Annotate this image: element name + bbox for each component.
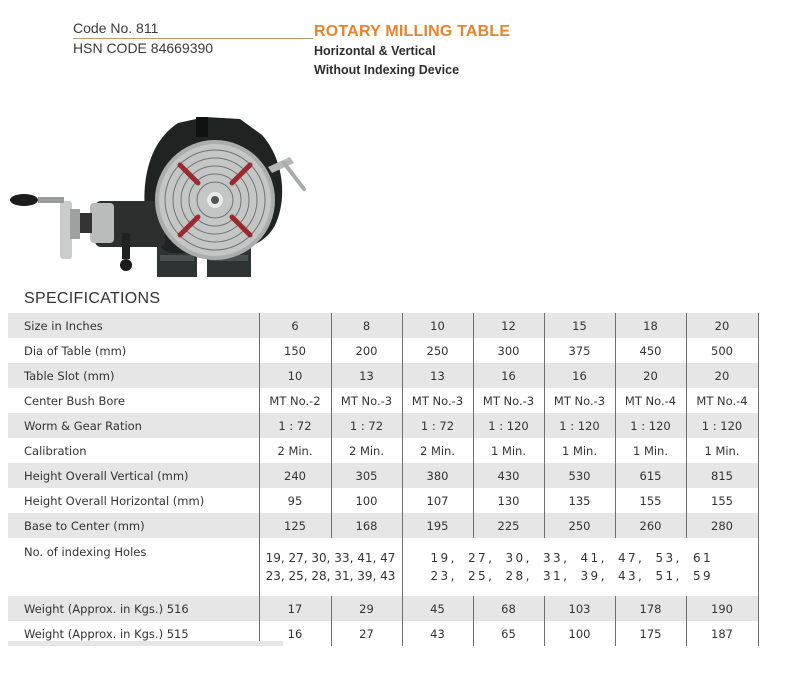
table-cell: 250 <box>544 513 615 538</box>
table-cell: 45 <box>402 596 473 621</box>
table-cell: 12 <box>473 313 544 338</box>
table-row <box>8 413 758 438</box>
table-cell: 18 <box>615 313 686 338</box>
table-cell: 1 : 72 <box>402 413 473 438</box>
table-row <box>8 463 758 488</box>
rotary-milling-table-image <box>0 105 320 285</box>
table-cell: 107 <box>402 488 473 513</box>
table-cell: 1 Min. <box>686 438 758 463</box>
table-row <box>8 313 758 338</box>
table-cell: 815 <box>686 463 758 488</box>
table-cell: MT No.-4 <box>615 388 686 413</box>
table-cell: 95 <box>259 488 331 513</box>
table-cell: MT No.-3 <box>473 388 544 413</box>
table-cell: 13 <box>331 363 402 388</box>
table-cell: 16 <box>259 621 331 646</box>
table-cell: MT No.-3 <box>331 388 402 413</box>
table-cell: 20 <box>686 363 758 388</box>
row-label: Weight (Approx. in Kgs.) 516 <box>8 596 259 621</box>
table-cell: 1 : 72 <box>259 413 331 438</box>
title-block <box>314 22 510 80</box>
code-block <box>73 20 313 57</box>
table-cell: 125 <box>259 513 331 538</box>
table-cell: 17 <box>259 596 331 621</box>
center-bore <box>211 196 219 204</box>
table-cell: 130 <box>473 488 544 513</box>
table-cell: 6 <box>259 313 331 338</box>
table-cell: 1 : 120 <box>615 413 686 438</box>
table-row <box>8 338 758 363</box>
table-cell: 200 <box>331 338 402 363</box>
table-row <box>8 388 758 413</box>
row-label: Height Overall Horizontal (mm) <box>8 488 259 513</box>
table-cell: 168 <box>331 513 402 538</box>
crank-arm <box>38 197 64 203</box>
table-cell: 16 <box>544 363 615 388</box>
table-cell: 68 <box>473 596 544 621</box>
table-cell: 1 Min. <box>544 438 615 463</box>
worm-shaft <box>80 213 92 233</box>
row-label: Dia of Table (mm) <box>8 338 259 363</box>
lock-lever <box>122 233 130 259</box>
row-label: Calibration <box>8 438 259 463</box>
indexing-holes-large-line1: 19, 27, 30, 33, 41, 47, 53, 61 <box>430 551 714 565</box>
table-cell: 10 <box>402 313 473 338</box>
table-cell: 225 <box>473 513 544 538</box>
product-subtitle-2: Without Indexing Device <box>314 63 460 77</box>
table-row-indexing-holes <box>8 538 758 596</box>
table-cell: 1 : 120 <box>473 413 544 438</box>
specifications-table <box>8 313 759 646</box>
table-cell: 16 <box>473 363 544 388</box>
table-cell: 280 <box>686 513 758 538</box>
table-cell: 1 : 120 <box>686 413 758 438</box>
base-slot-left <box>160 255 194 261</box>
indexing-holes-large-line2: 23, 25, 28, 31, 39, 43, 51, 59 <box>430 569 714 583</box>
table-row <box>8 596 758 621</box>
top-slot <box>196 117 208 137</box>
table-cell: 305 <box>331 463 402 488</box>
specifications-heading: SPECIFICATIONS <box>24 290 161 307</box>
table-cell: 1 Min. <box>615 438 686 463</box>
indexing-holes-small <box>259 538 402 596</box>
indexing-holes-large <box>402 538 758 596</box>
indexing-holes-small-line1: 19, 27, 30, 33, 41, 47 <box>265 551 396 565</box>
table-cell: 250 <box>402 338 473 363</box>
table-cell: 175 <box>615 621 686 646</box>
table-bottom-strip <box>8 641 283 646</box>
table-cell: 178 <box>615 596 686 621</box>
table-cell: 430 <box>473 463 544 488</box>
table-cell: 260 <box>615 513 686 538</box>
table-cell: 500 <box>686 338 758 363</box>
table-cell: 13 <box>402 363 473 388</box>
table-cell: 1 Min. <box>473 438 544 463</box>
row-label: Base to Center (mm) <box>8 513 259 538</box>
table-cell: 450 <box>615 338 686 363</box>
table-cell: 187 <box>686 621 758 646</box>
table-cell: 615 <box>615 463 686 488</box>
table-cell: MT No.-3 <box>544 388 615 413</box>
row-label: No. of indexing Holes <box>8 538 259 596</box>
table-cell: MT No.-2 <box>259 388 331 413</box>
table-cell: 103 <box>544 596 615 621</box>
table-cell: 100 <box>331 488 402 513</box>
lock-knob <box>120 259 132 271</box>
table-cell: 29 <box>331 596 402 621</box>
table-cell: 20 <box>615 363 686 388</box>
table-cell: 240 <box>259 463 331 488</box>
table-cell: 300 <box>473 338 544 363</box>
table-cell: 2 Min. <box>331 438 402 463</box>
table-cell: 15 <box>544 313 615 338</box>
table-cell: MT No.-3 <box>402 388 473 413</box>
table-cell: 2 Min. <box>402 438 473 463</box>
table-cell: 380 <box>402 463 473 488</box>
product-subtitle-1: Horizontal & Vertical <box>314 44 436 58</box>
table-row <box>8 363 758 388</box>
table-cell: 8 <box>331 313 402 338</box>
row-label: Center Bush Bore <box>8 388 259 413</box>
code-number: Code No. 811 <box>73 20 313 39</box>
table-cell: 2 Min. <box>259 438 331 463</box>
product-title: ROTARY MILLING TABLE <box>314 23 511 40</box>
table-cell: 530 <box>544 463 615 488</box>
crank-handle <box>10 194 38 206</box>
worm-collar <box>90 203 114 243</box>
hsn-code: HSN CODE 84669390 <box>73 40 214 56</box>
table-cell: 100 <box>544 621 615 646</box>
table-cell: 155 <box>686 488 758 513</box>
table-cell: 375 <box>544 338 615 363</box>
table-cell: 10 <box>259 363 331 388</box>
table-cell: 1 : 72 <box>331 413 402 438</box>
table-row <box>8 438 758 463</box>
table-cell: 135 <box>544 488 615 513</box>
row-label: Worm & Gear Ration <box>8 413 259 438</box>
table-cell: 190 <box>686 596 758 621</box>
table-cell: 43 <box>402 621 473 646</box>
table-cell: 150 <box>259 338 331 363</box>
table-cell: MT No.-4 <box>686 388 758 413</box>
row-label: Table Slot (mm) <box>8 363 259 388</box>
table-cell: 20 <box>686 313 758 338</box>
row-label: Weight (Approx. in Kgs.) 515 <box>8 621 259 646</box>
table-row <box>8 513 758 538</box>
row-label: Size in Inches <box>8 313 259 338</box>
handwheel-hub <box>70 209 80 239</box>
side-lever <box>284 163 304 189</box>
table-cell: 195 <box>402 513 473 538</box>
table-cell: 155 <box>615 488 686 513</box>
table-cell: 1 : 120 <box>544 413 615 438</box>
row-label: Height Overall Vertical (mm) <box>8 463 259 488</box>
table-row <box>8 488 758 513</box>
table-cell: 65 <box>473 621 544 646</box>
table-cell: 27 <box>331 621 402 646</box>
indexing-holes-small-line2: 23, 25, 28, 31, 39, 43 <box>265 569 396 583</box>
